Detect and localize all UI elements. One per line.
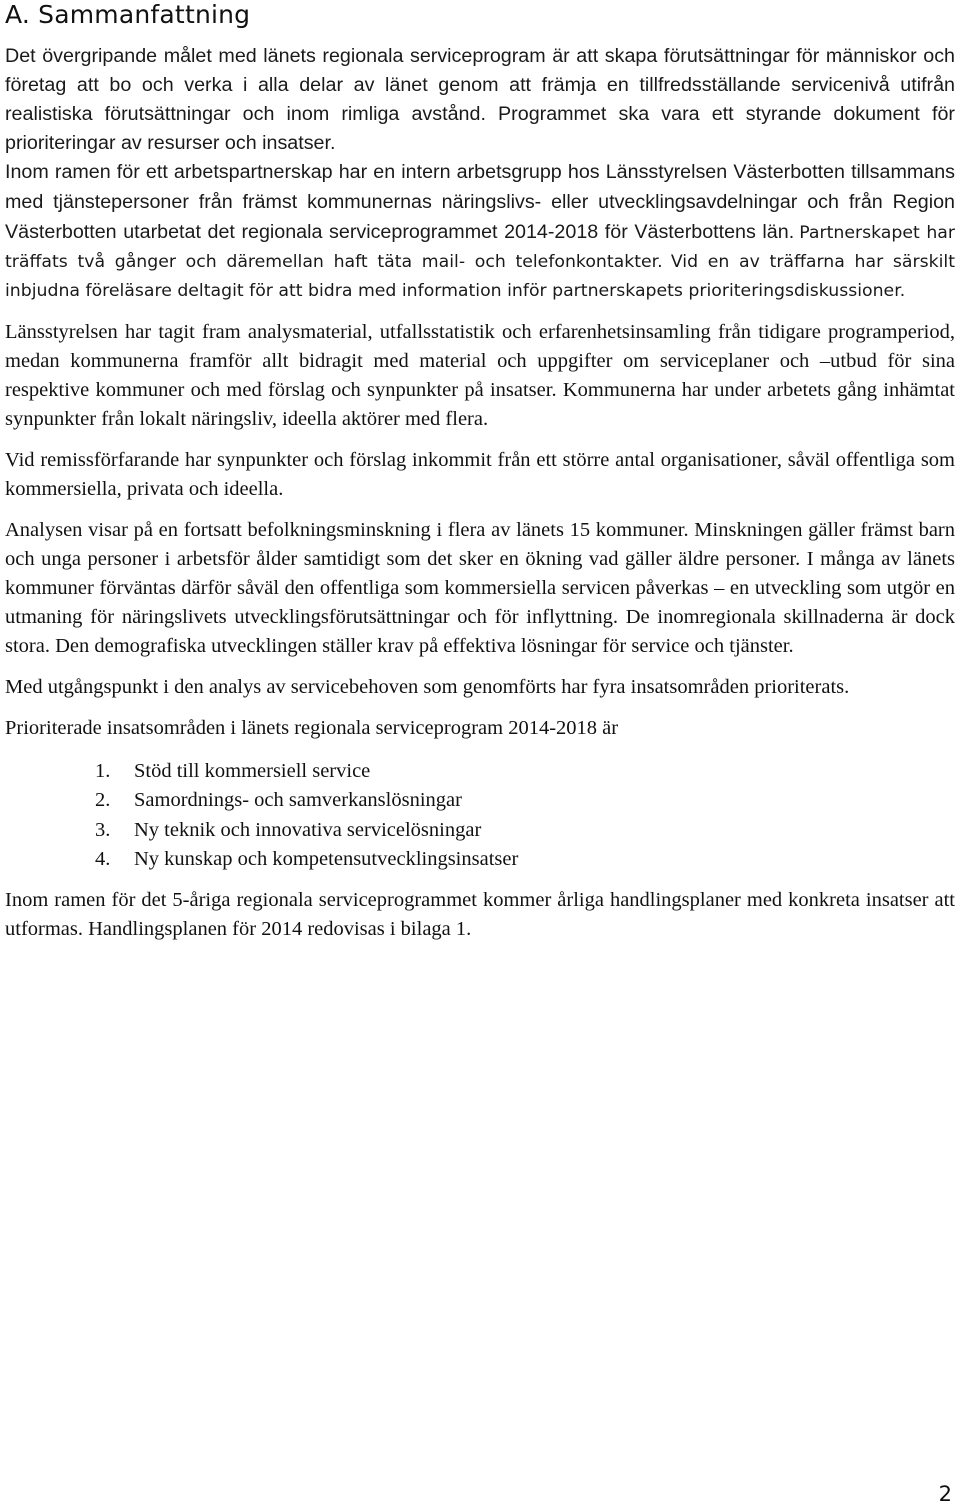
priority-list <box>5 757 955 874</box>
paragraph-action-plans: Inom ramen för det 5-åriga regionala serviceprogrammet kommer årliga handlingsplaner med konkreta insatser att utformas. Handlingsplanen för 2014 redovisas i bilaga 1. <box>5 889 955 941</box>
list-item-text: Samordnings- och samverkanslösningar <box>134 789 462 812</box>
list-item <box>5 757 955 786</box>
paragraph-partnership-part3: Vid en av träffarna har särskilt inbjudna föreläsare deltagit för att bidra med information inför partnerskapets prioriteringsdiskussioner. <box>5 252 955 301</box>
paragraph-goal: Det övergripande målet med länets regionala serviceprogram är att skapa förutsättningar för människor och företag att bo och verka i alla delar av länet genom att främja en tillfredsställande servicenivå utifrån realistiska förutsättningar och inom rimliga avstånd. Programmet ska vara ett styrande dokument för prioriteringar av resurser och insatser. <box>5 45 955 154</box>
paragraph-priorities-lead: Prioriterade insatsområden i länets regionala serviceprogram 2014-2018 är <box>5 717 619 739</box>
list-item-number: 2. <box>95 789 111 812</box>
list-item <box>5 816 955 845</box>
list-item-text: Stöd till kommersiell service <box>134 760 371 782</box>
document-page <box>5 0 955 944</box>
list-item <box>5 786 955 815</box>
paragraph-partnership-part2: Partnerskapet har träffats två gånger och däremellan haft täta mail- och telefonkontakter. <box>5 223 956 272</box>
list-item-text: Ny teknik och innovativa servicelösningar <box>134 818 482 841</box>
paragraph-partnership-part1: Inom ramen för ett arbetspartnerskap har en intern arbetsgrupp hos Länsstyrelsen Västerbotten tillsammans med tjänstepersoner från främst kommunernas näringslivs- eller utvecklingsavdelningar och från Region Västerbotten utarbetat det regionala serviceprogrammet 2014-2018 för Västerbottens län. <box>5 161 955 243</box>
list-item-number: 1. <box>95 760 111 782</box>
paragraph-population-analysis: Analysen visar på en fortsatt befolkningsminskning i flera av länets 15 kommuner. Minskningen gäller främst barn och unga personer i arbetsför ålder samtidigt som det sker en ökning vad gäller äldre personer. I många av länets kommuner förväntas därför såväl den offentliga som kommersiella servicen påverkas – en utveckling som utgör en utmaning för näringslivets utvecklingsförutsättningar och för inflyttning. De inomregionala skillnaderna är dock stora. Den demografiska utvecklingen ställer krav på effektiva lösningar för service och tjänster. <box>5 519 955 657</box>
section-heading: A. Sammanfattning <box>5 0 251 29</box>
paragraph-analysis-material: Länsstyrelsen har tagit fram analysmaterial, utfallsstatistik och erfarenhetsinsamling från tidigare programperiod, medan kommunerna framför allt bidragit med material och uppgifter om serviceplaner och –utbud för sina respektive kommuner och med förslag och synpunkter på insatser. Kommunerna har under arbetets gång inhämtat synpunkter från lokalt näringsliv, ideella aktörer med flera. <box>5 321 955 430</box>
paragraph-referral: Vid remissförfarande har synpunkter och förslag inkommit från ett större antal organisationer, såväl offentliga som kommersiella, privata och ideella. <box>5 449 955 500</box>
list-item-number: 4. <box>95 847 111 870</box>
list-item-text: Ny kunskap och kompetensutvecklingsinsatser <box>134 847 519 870</box>
list-item <box>5 845 955 874</box>
paragraph-partnership <box>5 158 955 306</box>
list-item-number: 3. <box>95 818 111 841</box>
paragraph-priorities-intro: Med utgångspunkt i den analys av servicebehoven som genomförts har fyra insatsområden prioriterats. <box>5 676 850 698</box>
page-number: 2 <box>938 1482 952 1506</box>
